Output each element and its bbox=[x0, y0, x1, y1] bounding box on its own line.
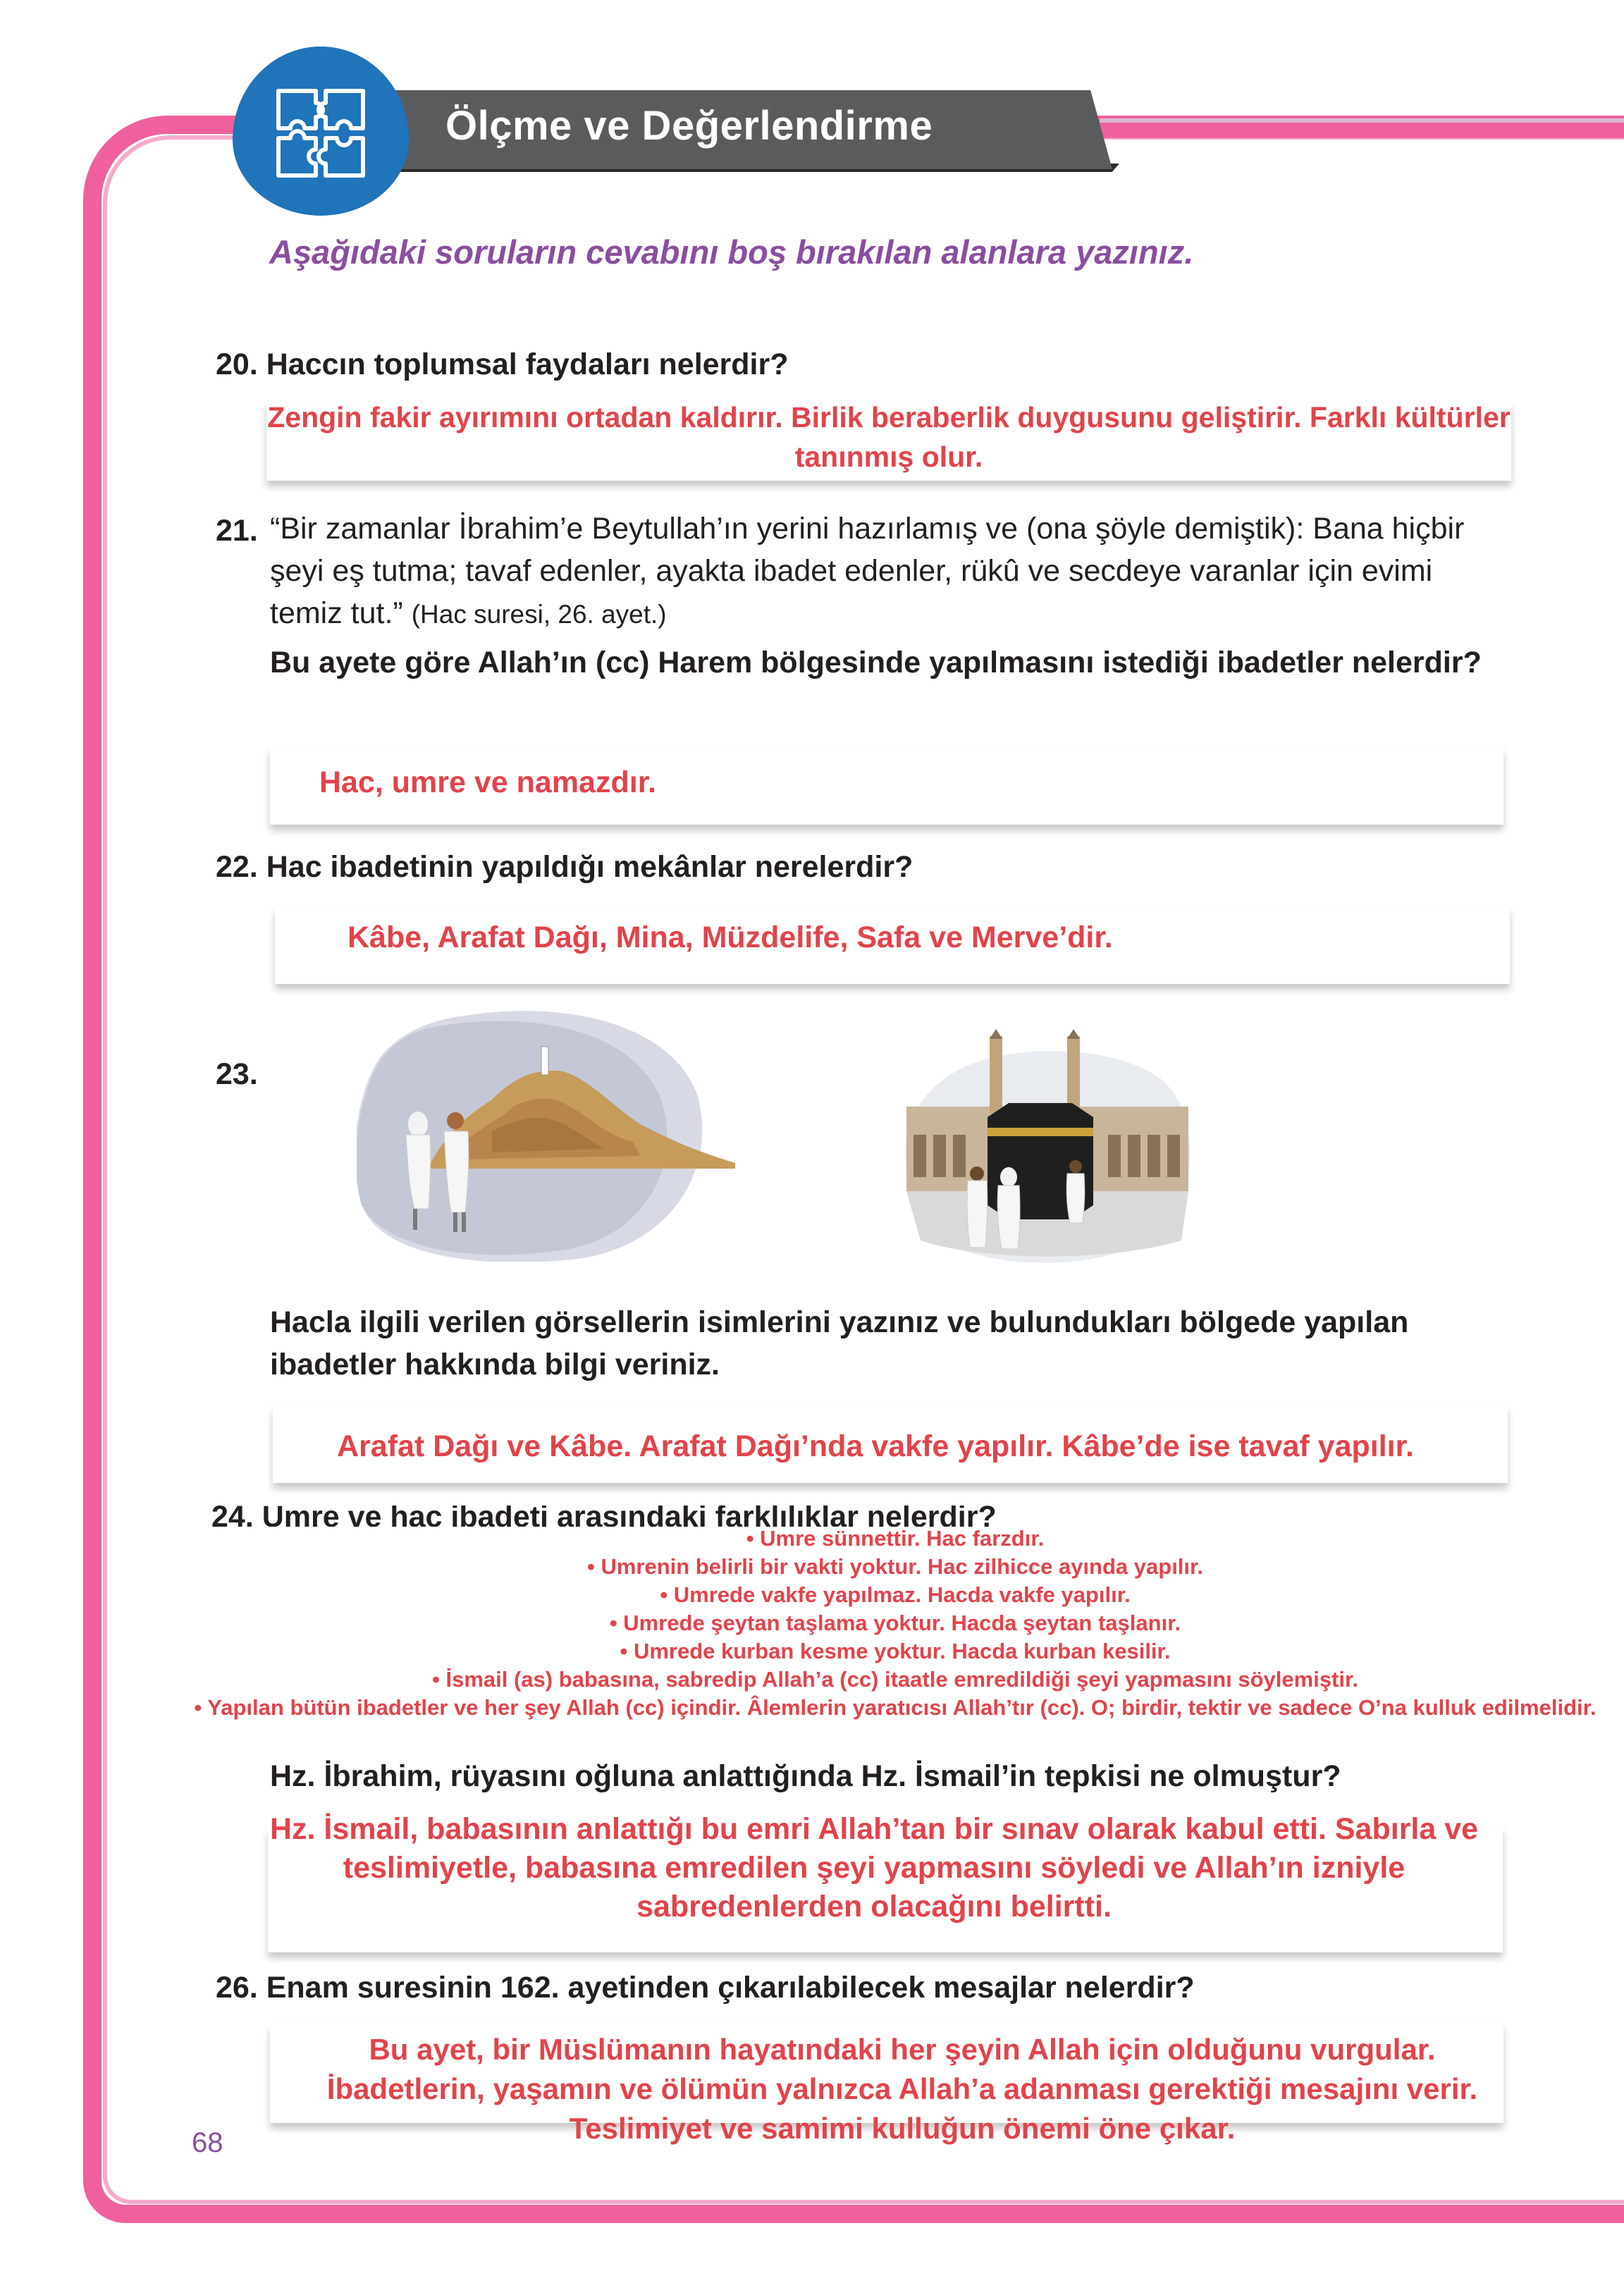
page-title: Ölçme ve Değerlendirme bbox=[445, 103, 933, 149]
answer-24-item: • İsmail (as) babasına, sabredip Allah’a (cc) itaatle emredildiği şeyi yapmasını söylemiştir. bbox=[432, 1667, 1358, 1692]
ayet-source: (Hac suresi, 26. ayet.) bbox=[411, 600, 667, 629]
question-23-number: 23. bbox=[216, 1057, 258, 1091]
top-band bbox=[1100, 123, 1624, 138]
answer-24-item: • Umrede şeytan taşlama yoktur. Hacda şeytan taşlanır. bbox=[609, 1611, 1181, 1635]
answer-20: Zengin fakir ayırımını ortadan kaldırır. Birlik beraberlik duygusunu geliştirir. Farklı kültürler tanınmış olur. bbox=[267, 401, 1511, 473]
answer-24-list bbox=[169, 1525, 1621, 1722]
instruction: Aşağıdaki soruların cevabını boş bırakılan alanlara yazınız. bbox=[269, 233, 1194, 271]
question-20: 20. Haccın toplumsal faydaları nelerdir? bbox=[216, 347, 789, 381]
page-number: 68 bbox=[192, 2127, 223, 2158]
puzzle-icon bbox=[275, 87, 367, 179]
answer-24-item: • Umrede vakfe yapılmaz. Hacda vakfe yapılır. bbox=[660, 1582, 1131, 1607]
ayet-quote: “Bir zamanlar İbrahim’e Beytullah’ın yerini hazırlamış ve (ona şöyle demiştik): Bana hiçbir şeyi eş tutma; tavaf edenler, ayakta ibadet edenler, rükû ve secdeye varanlar için evimi temiz tut.” bbox=[270, 512, 1465, 630]
question-21-quote bbox=[270, 507, 1482, 636]
question-23: Hacla ilgili verilen görsellerin isimlerini yazınız ve bulundukları bölgede yapılan ibadetler hakkında bilgi veriniz. bbox=[270, 1305, 1409, 1381]
answer-24-item: • Umrenin belirli bir vakti yoktur. Hac zilhicce ayında yapılır. bbox=[586, 1554, 1203, 1579]
answer-23: Arafat Dağı ve Kâbe. Arafat Dağı’nda vakfe yapılır. Kâbe’de ise tavaf yapılır. bbox=[337, 1429, 1414, 1463]
question-24: 24. Umre ve hac ibadeti arasındaki farklılıklar nelerdir? bbox=[211, 1506, 997, 1527]
answer-25: Hz. İsmail, babasının anlattığı bu emri Allah’tan bir sınav olarak kabul etti. Sabırla ve teslimiyetle, babasına emredilen şeyi yapmasını söyledi ve Allah’ın izniyle sabredenlerden olacağını belirtti. bbox=[269, 1812, 1479, 1923]
answer-24-item: • Yapılan bütün ibadetler ve her şey Allah (cc) içindir. Âlemlerin yaratıcısı Allah’tır (cc). O; birdir, tektir ve sadece O’na kulluk edilmelidir. bbox=[194, 1695, 1597, 1720]
answer-26: Bu ayet, bir Müslümanın hayatındaki her şeyin Allah için olduğunu vurgular. İbadetlerin, yaşamın ve ölümün yalnızca Allah’a adanması gerektiği mesajını verir. Teslimiyet ve samimi kulluğun önemi öne çıkar. bbox=[326, 2033, 1478, 2145]
question-24-partial bbox=[211, 1506, 1128, 1527]
answer-21: Hac, umre ve namazdır. bbox=[319, 765, 656, 799]
answer-24-item: • Umre sünnettir. Hac farzdır. bbox=[746, 1526, 1045, 1551]
answer-22: Kâbe, Arafat Dağı, Mina, Müzdelife, Safa ve Merve’dir. bbox=[347, 921, 1113, 954]
header-badge bbox=[233, 47, 409, 216]
question-26: 26. Enam suresinin 162. ayetinden çıkarılabilecek mesajlar nelerdir? bbox=[216, 1971, 1195, 2005]
question-21-number: 21. bbox=[216, 514, 258, 548]
question-21: Bu ayete göre Allah’ın (cc) Harem bölgesinde yapılmasını istediği ibadetler nelerdir? bbox=[270, 646, 1482, 679]
question-22: 22. Hac ibadetinin yapıldığı mekânlar nerelerdir? bbox=[216, 850, 914, 884]
kaaba-illustration bbox=[899, 1029, 1195, 1269]
answer-24-item: • Umrede kurban kesme yoktur. Hacda kurban kesilir. bbox=[620, 1639, 1171, 1663]
question-25: Hz. İbrahim, rüyasını oğluna anlattığında Hz. İsmail’in tepkisi ne olmuştur? bbox=[270, 1759, 1341, 1793]
arafat-illustration bbox=[351, 1008, 746, 1262]
